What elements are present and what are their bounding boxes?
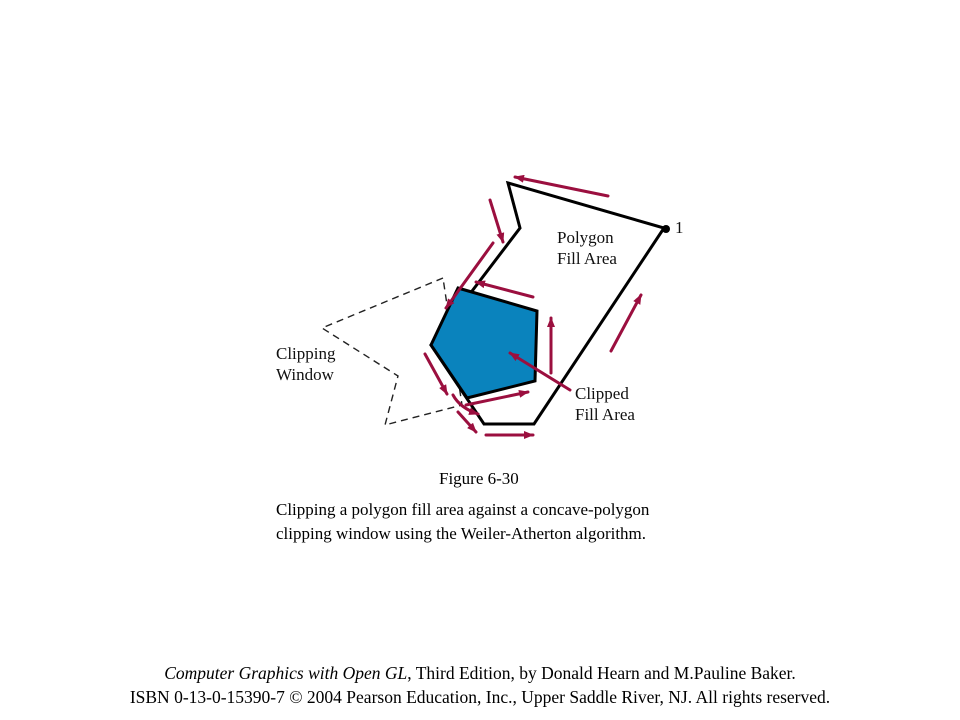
arrow-lower-left-edge xyxy=(458,412,476,432)
figure-title: Figure 6-30 xyxy=(439,469,519,488)
clipped-label-line2: Fill Area xyxy=(575,405,635,424)
arrow-top-edge xyxy=(515,177,608,196)
footer-citation xyxy=(0,663,960,684)
vertex-1-dot xyxy=(662,225,670,233)
footer-book-title: Computer Graphics with Open GL xyxy=(164,663,408,683)
figure-caption-line2: clipping window using the Weiler-Atherton algorithm. xyxy=(276,524,647,543)
clipped-label-line1: Clipped xyxy=(575,384,629,403)
footer-line1-rest: , Third Edition, by Donald Hearn and M.Pauline Baker. xyxy=(407,663,796,683)
footer-copyright: ISBN 0-13-0-15390-7 © 2004 Pearson Education, Inc., Upper Saddle River, NJ. All rights reserved. xyxy=(129,687,831,707)
figure-caption xyxy=(276,498,746,546)
clipping-label-line1: Clipping xyxy=(276,344,336,363)
polygon-label-line1: Polygon xyxy=(557,228,614,247)
arrow-upper-left-edge xyxy=(490,200,503,242)
polygon-label-line2: Fill Area xyxy=(557,249,617,268)
vertex-1-label: 1 xyxy=(675,218,684,237)
clipping-label-line2: Window xyxy=(276,365,334,384)
figure-caption-line1: Clipping a polygon fill area against a concave-polygon xyxy=(276,500,650,519)
